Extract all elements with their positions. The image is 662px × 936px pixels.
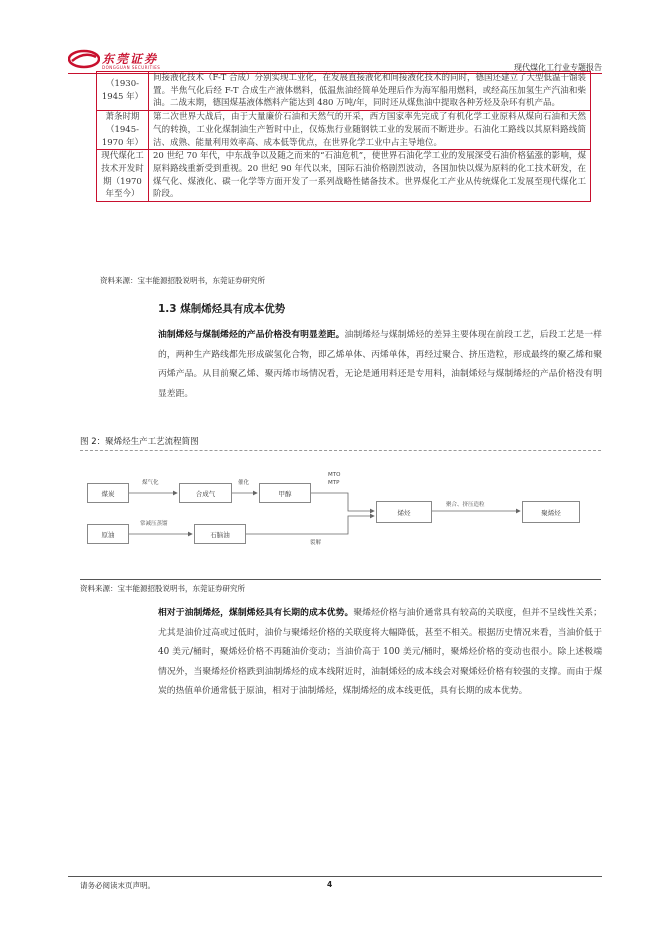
section-heading: 1.3 煤制烯烃具有成本优势: [158, 303, 286, 315]
page-number: 4: [327, 880, 333, 889]
paragraph-1-body: 油制烯烃与煤制烯烃的差异主要体现在前段工艺，后段工艺是一样的，两种生产路线都先形成碳氢化合物，即乙烯单体、丙烯单体，再经过聚合、挤压造粒，形成最终的聚乙烯和聚丙烯产品。从目前聚乙烯、聚丙烯市场情况看，无论是通用料还是专用料，油制烯烃与煤制烯烃的产品价格没有明显差距。: [158, 330, 602, 399]
desc-cell: 第二次世界大战后，由于大量廉价石油和天然气的开采，西方国家率先完成了有机化学工业原料从煤向石油和天然气的转换，工业化煤制油生产暂时中止，仅炼焦行业随钢铁工业的发展而不断进步。石油化工路线以其原料路线简洁、成熟、能量利用效率高、成本低等优点，在世界化学工业中占主导地位。: [149, 111, 591, 150]
edge-label-mto: MTO: [328, 472, 341, 478]
edge-label-gasify: 煤气化: [142, 480, 159, 486]
company-name-en: DONGGUAN SECURITIES: [102, 65, 161, 70]
paragraph-2-lead: 相对于油制烯烃，煤制烯烃具有长期的成本优势。: [158, 608, 354, 618]
footer-disclaimer: 请务必阅读末页声明。: [80, 881, 155, 890]
node-crude-oil: 原油: [87, 524, 129, 544]
footer-divider: [68, 876, 602, 877]
process-flow-diagram: [80, 452, 601, 578]
company-logo: [68, 49, 178, 71]
table-source: 资料来源：宝丰能源招股说明书，东莞证券研究所: [100, 276, 265, 285]
edge-label-distill: 常减压蒸馏: [140, 521, 168, 527]
node-olefin: 烯烃: [376, 501, 432, 523]
table-row: [97, 72, 591, 111]
paragraph-2-body: 聚烯烃价格与油价通常具有较高的关联度，但并不呈线性关系；尤其是油价过高或过低时，油价与聚烯烃价格的关联度将大幅降低，甚至不相关。根据历史情况来看，当油价低于 40 美元/桶时，聚烯烃价格不再随油价变动；当油价高于 100 美元/桶时，聚烯烃价格的变动也很小。除上述极端情况外，当聚烯烃价格跌到油制烯烃的成本线附近时，油制烯烃的成本线会对聚烯烃价格有较强的支撑。而由于煤炭的热值单价通常低于原油，相对于油制烯烃，煤制烯烃的成本线更低，具有长期的成本优势。: [158, 608, 602, 696]
desc-cell: 间接液化技术（F-T 合成）分别实现工业化，在发展直接液化和间接液化技术的同时，德国还建立了大型低温干馏装置。半焦气化后经 F-T 合成生产液体燃料，低温焦油经简单处理后作为海军船用燃料，或经高压加氢生产汽油和柴油。二战末期，德国煤基液体燃料产能达到 480 万吨/年，同时还从煤焦油中提取各种芳烃及杂环有机产品。: [149, 72, 591, 111]
edge-label-crack: 裂解: [310, 540, 322, 546]
era-cell: 现代煤化工技术开发时期（1970 年至今）: [97, 150, 149, 202]
era-cell: 萧条时期（1945-1970 年）: [97, 111, 149, 150]
node-coal: 煤炭: [87, 483, 129, 503]
figure-bottom-rule: [80, 579, 601, 580]
era-cell: （1930-1945 年）: [97, 72, 149, 111]
node-syngas: 合成气: [179, 483, 232, 503]
desc-cell: 20 世纪 70 年代，中东战争以及随之而来的“石油危机”，使世界石油化学工业的发展深受石油价格猛涨的影响，煤原料路线重新受到重视。20 世纪 90 年代以来，国际石油价格剧烈波动，各国加快以煤为原料的化工技术研发，在煤气化、煤液化、碳一化学等方面开发了一系列战略性储备技术。世界煤化工产业从传统煤化工发展至现代煤化工阶段。: [149, 150, 591, 202]
node-methanol: 甲醇: [259, 483, 311, 503]
table-row: [97, 150, 591, 202]
paragraph-1-lead: 油制烯烃与煤制烯烃的产品价格没有明显差距。: [158, 330, 345, 340]
edge-label-polymerize: 聚合、挤压造粒: [446, 502, 485, 508]
arrow-methanol-olefin: [311, 493, 374, 511]
table-row: [97, 111, 591, 150]
report-title: 现代煤化工行业专题报告: [514, 63, 602, 72]
figure-title: 图 2：聚烯烃生产工艺流程简图: [80, 437, 199, 447]
history-table: [96, 71, 591, 202]
figure-top-rule: [80, 450, 601, 451]
figure-source: 资料来源：宝丰能源招股说明书，东莞证券研究所: [80, 584, 245, 593]
edge-label-mtp: MTP: [328, 480, 340, 486]
paragraph-2: [158, 604, 602, 702]
paragraph-1: [158, 326, 602, 404]
node-naphtha: 石脑油: [194, 524, 246, 544]
edge-label-catalyze: 催化: [238, 480, 250, 486]
node-polyolefin: 聚烯烃: [522, 501, 580, 523]
logo-emblem-icon: [68, 49, 100, 69]
company-name: 东莞证券: [102, 52, 159, 66]
arrow-naphtha-olefin: [246, 516, 374, 534]
